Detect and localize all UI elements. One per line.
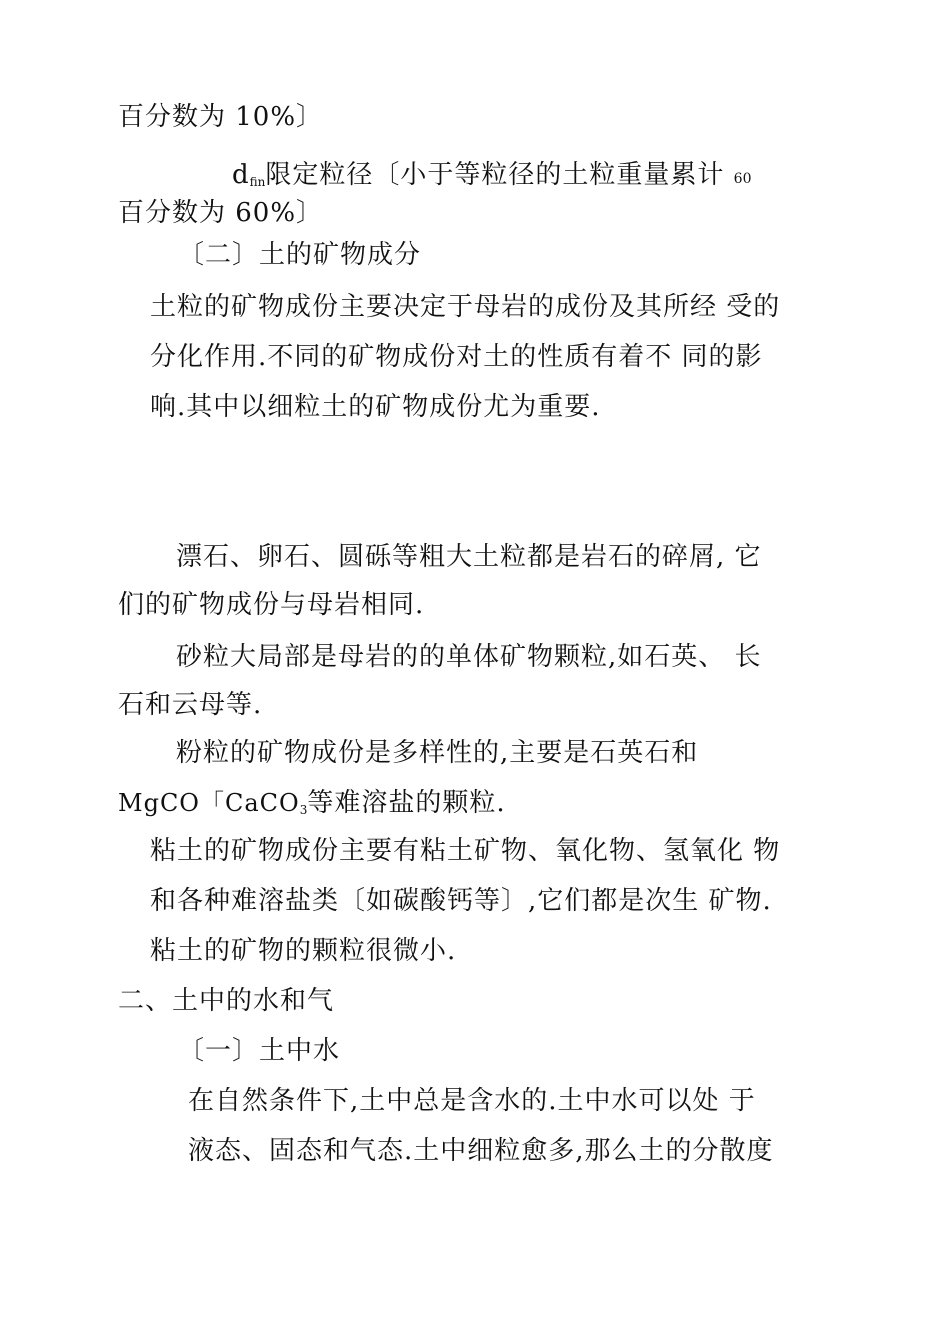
text-line: 分化作用.不同的矿物成份对土的性质有着不 同的影 <box>150 342 763 372</box>
section-heading: 〔二〕土的矿物成分 <box>178 240 422 270</box>
text-line: 石和云母等. <box>118 690 263 720</box>
text-line: 粘土的矿物的颗粒很微小. <box>150 936 457 966</box>
section-heading: 二、土中的水和气 <box>118 986 335 1016</box>
text-line: 在自然条件下,土中总是含水的.土中水可以处 于 <box>188 1086 756 1116</box>
text-line: 土粒的矿物成份主要决定于母岩的成份及其所经 受的 <box>150 292 781 322</box>
text-line: 液态、固态和气态.土中细粒愈多,那么土的分散度 <box>188 1136 774 1166</box>
text-line <box>232 158 752 199</box>
text-line: 和各种难溶盐类〔如碳酸钙等〕,它们都是次生 矿物. <box>150 886 772 916</box>
section-heading: 〔一〕土中水 <box>178 1036 341 1066</box>
number-60: 60 <box>733 171 752 187</box>
text-line <box>118 786 506 827</box>
text-line: 粘土的矿物成份主要有粘土矿物、氧化物、氢氧化 物 <box>150 836 781 866</box>
text-line: 响.其中以细粒土的矿物成份尤为重要. <box>150 392 601 422</box>
text-line: 们的矿物成份与母岩相同. <box>118 590 425 620</box>
text-line: 漂石、卵石、圆砾等粗大土粒都是岩石的碎屑, 它 <box>176 542 762 572</box>
text-line: 粉粒的矿物成份是多样性的,主要是石英石和 <box>176 738 699 768</box>
text-segment: 等难溶盐的颗粒. <box>307 788 506 818</box>
symbol-d: d <box>232 160 250 190</box>
text-line: 砂粒大局部是母岩的的单体矿物颗粒,如石英、 长 <box>176 642 762 672</box>
formula-text: MgCO「CaCO <box>118 789 300 817</box>
text-segment: 限定粒径〔小于等粒径的土粒重量累计 <box>265 160 725 190</box>
subscript-3: 3 <box>299 803 308 817</box>
text-line: 百分数为 60%〕 <box>118 198 324 228</box>
text-line: 百分数为 10%〕 <box>118 102 324 132</box>
subscript-fin: fin <box>249 175 266 189</box>
